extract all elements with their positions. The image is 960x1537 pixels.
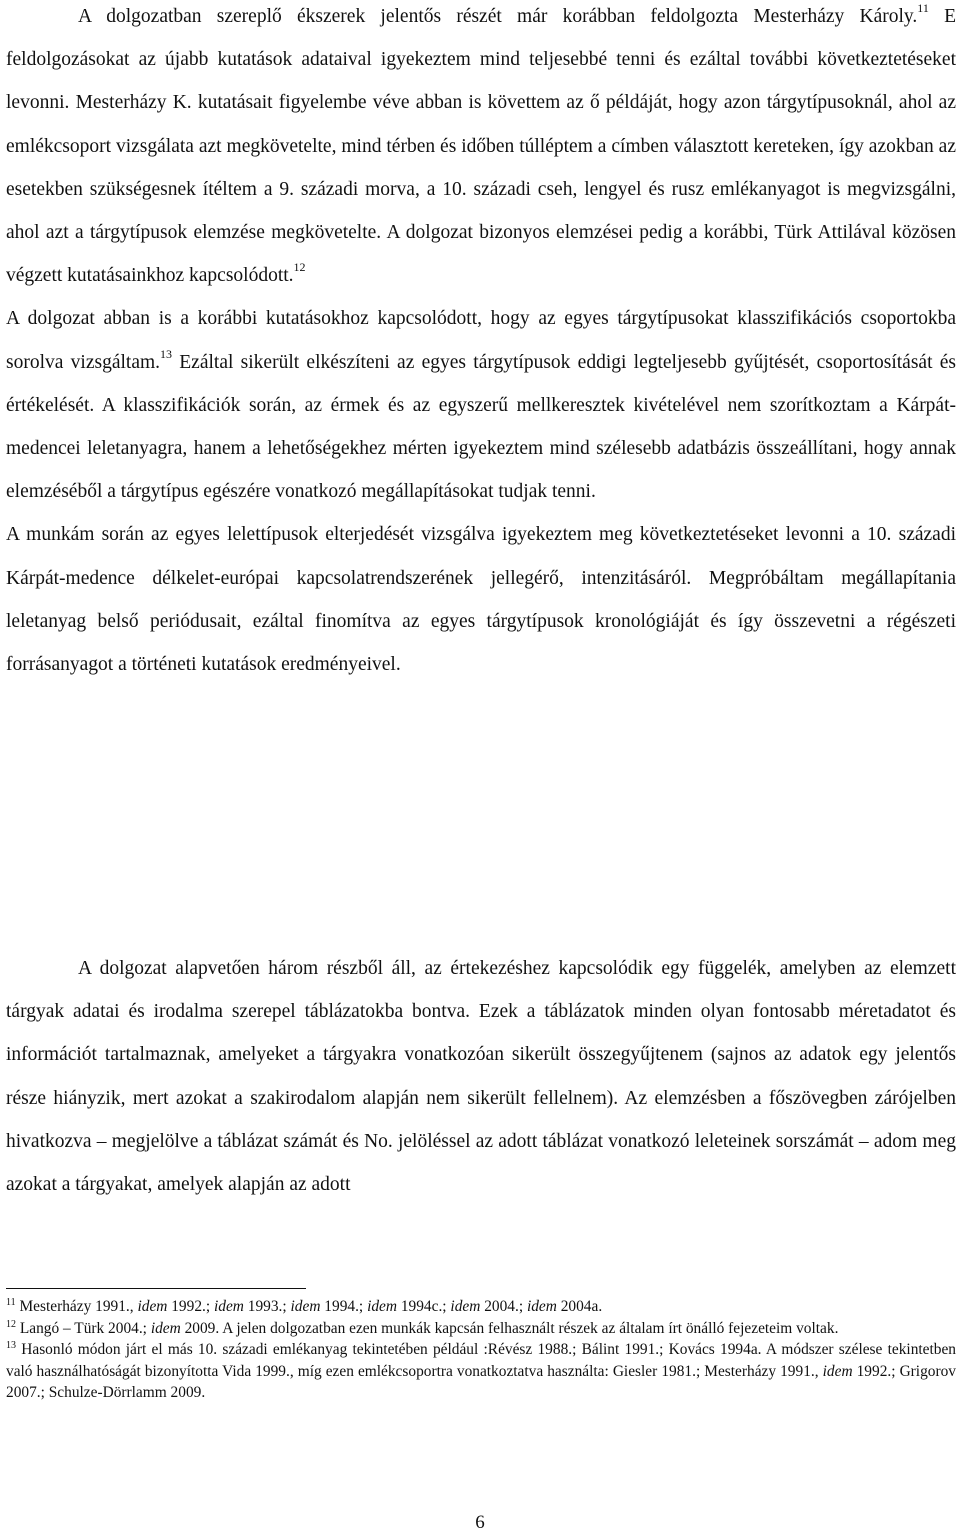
footnote-13 <box>6 1339 956 1404</box>
footnote-text: 1994c.; <box>396 1298 451 1315</box>
footnote-ref-13: 13 <box>160 346 173 361</box>
main-text-block-1 <box>6 0 956 686</box>
footnote-text: 1992.; <box>167 1298 214 1315</box>
main-text-block-2 <box>6 947 956 1206</box>
paragraph-1-text-a: A dolgozatban szereplő ékszerek jelentős részét már korábban feldolgozta Mesterházy Károly. <box>78 6 918 27</box>
paragraph-1-text-b: E feldolgozásokat az újabb kutatások adataival igyekeztem mind teljesebbé tenni és ezáltal további következtetéseket levonni. Mesterházy K. kutatásait figyelembe véve abban is követtem az ő példáját, hogy azon tárgytípusoknál, ahol az emlékcsoport vizsgálata azt megkövetelte, mind térben és időben túlléptem a címben választott kereteken, így azokban az esetekben szükségesnek ítéltem a 9. századi morva, a 10. századi cseh, lengyel és rusz emlékanyagot is megvizsgálni, ahol azt a tárgytípusok elemzése megkövetelte. A dolgozat bizonyos elemzései pedig a korábbi, Türk Attilával közösen végzett kutatásainkhoz kapcsolódott. <box>6 6 956 287</box>
paragraph-2 <box>6 297 956 513</box>
footnotes <box>6 1296 956 1404</box>
footnote-number: 12 <box>6 1318 16 1330</box>
footnote-number: 13 <box>6 1340 16 1351</box>
footnote-italic-text: idem <box>367 1298 397 1315</box>
footnote-text: 2004.; <box>480 1298 527 1315</box>
paragraph-2-text-b: Ezáltal sikerült elkészíteni az egyes tárgytípusok eddigi legteljesebb gyűjtését, csoportosítását és értékelését. A klasszifikációk során, az érmek és az egyszerű mellkeresztek kivételével nem szorítkoztam a Kárpát-medencei leletanyagra, hanem a lehetőségekhez mérten igyekeztem mind szélesebb adatbázis összeállítani, hogy annak elemzéséből a tárgytípus egészére vonatkozó megállapításokat tudjak tenni. <box>6 351 956 503</box>
footnote-text: 2009. A jelen dolgozatban ezen munkák kapcsán felhasznált részek az általam írt önálló fejezeteim voltak. <box>180 1319 839 1337</box>
footnote-number: 11 <box>6 1297 16 1308</box>
footnote-italic-text: idem <box>822 1362 853 1380</box>
paragraph-4: A dolgozat alapvetően három részből áll, az értekezéshez kapcsolódik egy függelék, amelyben az elemzett tárgyak adatai és irodalma szerepel táblázatokba bontva. Ezek a táblázatok minden olyan fontosabb méretadatot és információt tartalmaznak, amelyeket a tárgyakra vonatkozóan sikerült összegyűjtenem (sajnos az adatok egy jelentős része hiányzik, mert azokat a szakirodalom alapján nem sikerült fellelnem). Az elemzésben a főszövegben zárójelben hivatkozva – megjelölve a táblázat számát és No. jelöléssel az adott táblázat vonatkozó leleteinek sorszámát – adom meg azokat a tárgyakat, amelyek alapján az adott <box>6 958 956 1196</box>
footnote-italic-text: idem <box>214 1298 244 1315</box>
footnote-italic-text: idem <box>137 1298 168 1315</box>
paragraph-1 <box>6 0 956 297</box>
footnote-text: 2004a. <box>556 1298 603 1315</box>
footnote-ref-12: 12 <box>293 260 306 275</box>
footnote-text: Langó – Türk 2004.; <box>19 1319 151 1337</box>
paragraph-3: A munkám során az egyes lelettípusok elterjedését vizsgálva igyekeztem meg következtetéseket levonni a 10. századi Kárpát-medence délkelet-európai kapcsolatrendszerének jellegérő, intenzitásáról. Megpróbáltam megállapítania leletanyag belső periódusait, ezáltal finomítva az egyes tárgytípusok kronológiáját és így összevetni a régészeti forrásanyagot a történeti kutatások eredményeivel. <box>6 524 956 676</box>
footnote-12 <box>6 1318 956 1340</box>
footnote-ref-11: 11 <box>917 0 929 15</box>
footnote-text: 1994.; <box>320 1298 368 1315</box>
footnote-separator <box>6 1288 306 1289</box>
footnote-11 <box>6 1296 956 1318</box>
footnote-text: Hasonló módon járt el más 10. századi emlékanyag tekintetében például :Révész 1988.; Bálint 1991.; Kovács 1994a. A módszer szélese tekintetben való használhatóságát bizonyította Vida 1999., míg ezen emlékcsoportra vonatkoztatva használta: Giesler 1981.; Mesterházy 1991., <box>6 1341 956 1380</box>
footnote-italic-text: idem <box>526 1298 557 1315</box>
footnote-italic-text: idem <box>150 1319 181 1337</box>
footnote-italic-text: idem <box>290 1298 321 1315</box>
footnote-text: 1993.; <box>243 1298 291 1315</box>
paragraph-2-text-a: A dolgozat abban is a korábbi kutatásokhoz kapcsolódott, hogy az egyes tárgytípusokat klasszifikációs csoportokba sorolva vizsgáltam. <box>6 308 956 373</box>
footnote-text: Mesterházy 1991., <box>19 1298 138 1315</box>
page-number: 6 <box>475 1512 485 1533</box>
footnote-text: 1992.; Grigorov 2007.; Schulze-Dörrlamm 2009. <box>6 1362 956 1401</box>
footnote-italic-text: idem <box>450 1298 481 1315</box>
